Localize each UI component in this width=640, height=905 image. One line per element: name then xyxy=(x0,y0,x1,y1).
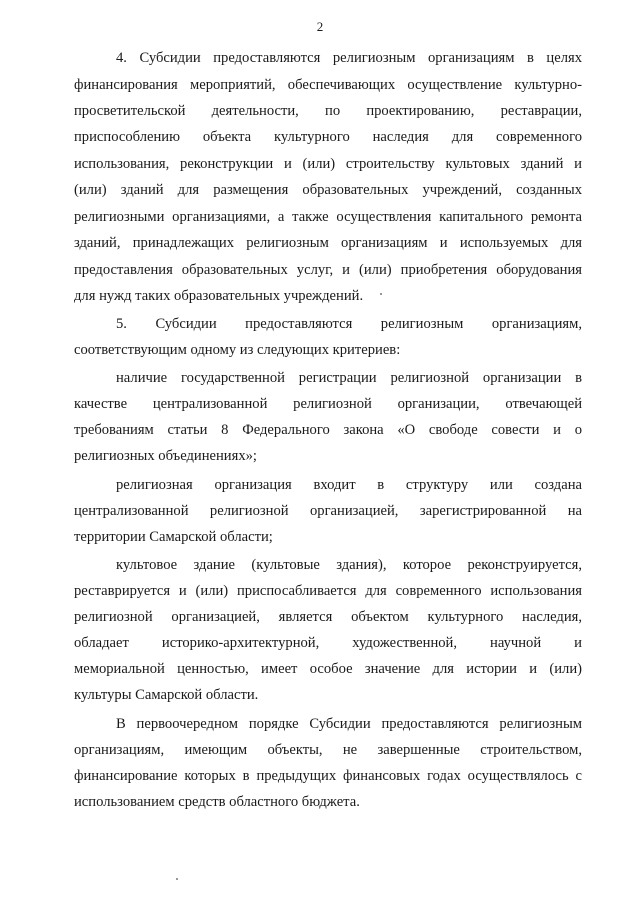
text-line: 5. Субсидии предоставляются религиозным организациям, xyxy=(116,316,582,332)
text-line: культуры Самарской области. xyxy=(74,687,259,703)
text-line: 4. Субсидии предоставляются религиозным организациям в целях xyxy=(116,50,582,66)
text-line: обладает историко-архитектурной, художественной, научной и xyxy=(74,635,582,651)
text-line: качестве централизованной религиозной организации, отвечающей xyxy=(74,396,582,412)
text-line: культовое здание (культовые здания), которое реконструируется, xyxy=(116,557,582,573)
scan-speck xyxy=(176,878,178,880)
text-line: финансирование которых в предыдущих финансовых годах осуществлялось с xyxy=(74,768,582,784)
text-line: религиозная организация входит в структуру или создана xyxy=(116,477,582,493)
text-line: В первоочередном порядке Субсидии предоставляются религиозным xyxy=(116,716,582,732)
text-line: (или) зданий для размещения образовательных учреждений, созданных xyxy=(74,182,582,198)
text-line: требованиям статьи 8 Федерального закона «О свободе совести и о xyxy=(74,422,582,438)
text-line: реставрируется и (или) приспосабливается для современного использования xyxy=(74,583,582,599)
text-line: организациям, имеющим объекты, не завершенные строительством, xyxy=(74,742,582,758)
text-line: соответствующим одному из следующих критериев: xyxy=(74,342,401,358)
scan-speck xyxy=(380,293,382,295)
text-line: территории Самарской области; xyxy=(74,529,273,545)
text-line: приспособлению объекта культурного наследия для современного xyxy=(74,129,582,145)
text-line: предоставления образовательных услуг, и (или) приобретения оборудования xyxy=(74,262,582,278)
text-line: централизованной религиозной организацией, зарегистрированной на xyxy=(74,503,582,519)
text-line: для нужд таких образовательных учреждений. xyxy=(74,288,364,304)
text-line: религиозных объединениях»; xyxy=(74,448,257,464)
text-line: мемориальной ценностью, имеет особое значение для истории и (или) xyxy=(74,661,582,677)
page-number: 2 xyxy=(316,19,324,34)
text-line: зданий, принадлежащих религиозным организациям и используемых для xyxy=(74,235,582,251)
text-line: использованием средств областного бюджета. xyxy=(74,794,360,810)
text-line: финансирования мероприятий, обеспечивающих осуществление культурно- xyxy=(74,77,582,93)
text-line: религиозными организациями, а также осуществления капитального ремонта xyxy=(74,209,582,225)
text-line: просветительской деятельности, по проектированию, реставрации, xyxy=(74,103,582,119)
text-line: наличие государственной регистрации религиозной организации в xyxy=(116,370,582,386)
text-line: использования, реконструкции и (или) строительству культовых зданий и xyxy=(74,156,582,172)
text-line: религиозной организацией, является объектом культурного наследия, xyxy=(74,609,582,625)
